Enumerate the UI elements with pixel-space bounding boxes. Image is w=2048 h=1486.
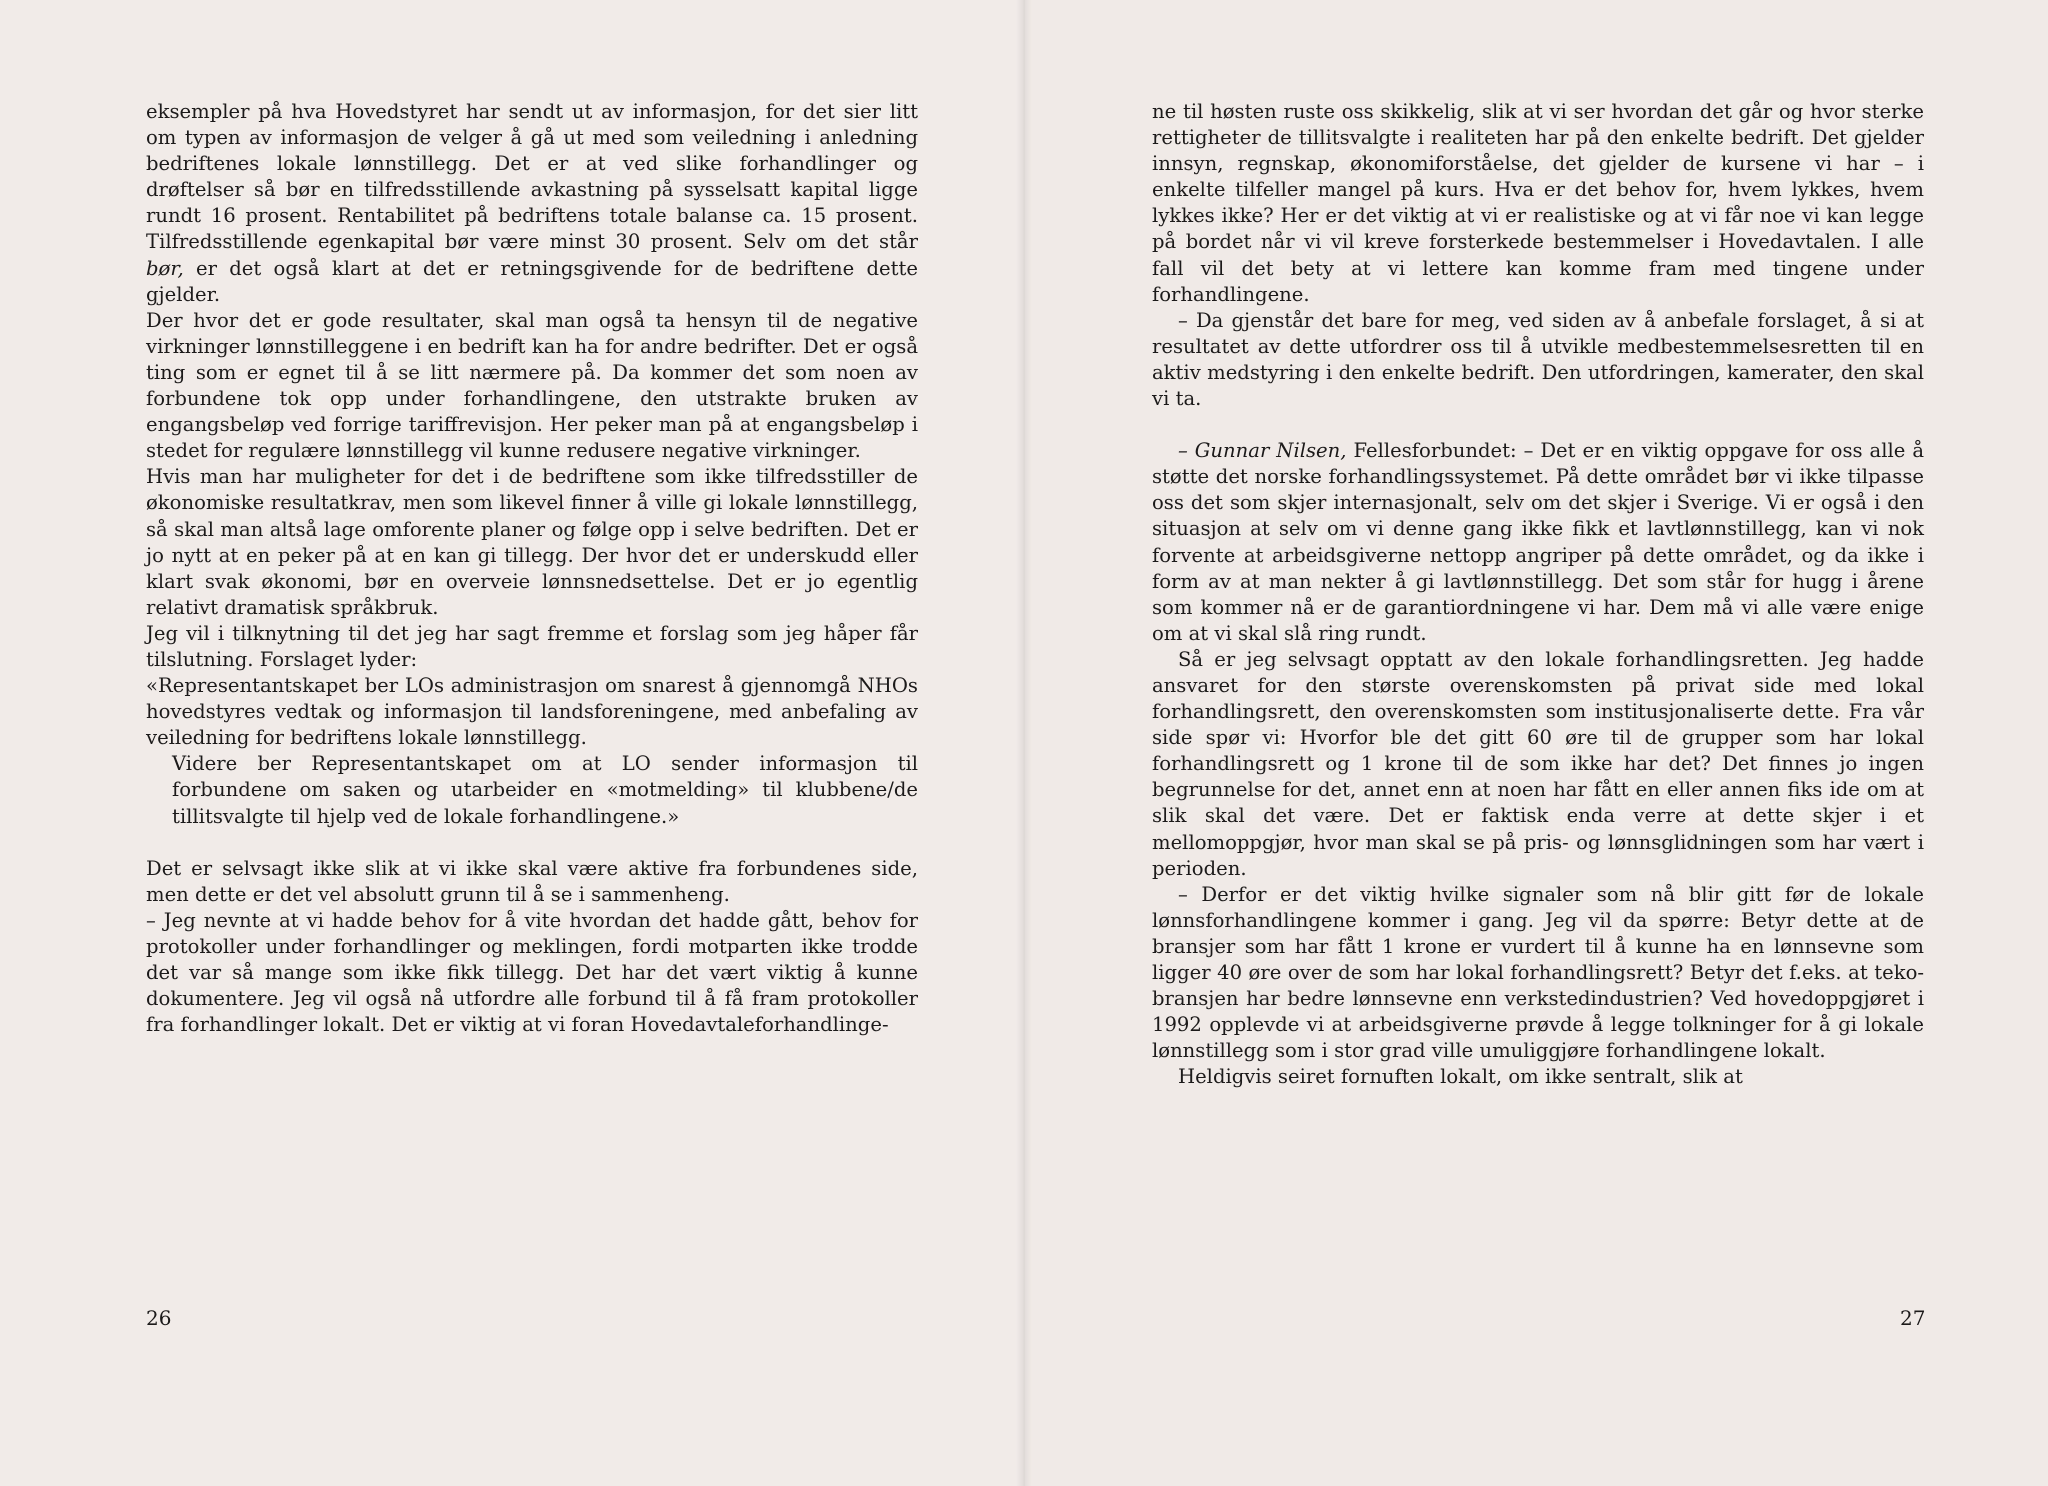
paragraph-text: er det også klart at det er retningsgivende for de bedriftene dette gjelder. [146, 256, 918, 306]
emphasis-text: bør, [146, 256, 184, 280]
right-text-column [1152, 99, 1924, 1090]
quote-paragraph: «Representantskapet ber LOs administrasjon om snarest å gjennomgå NHOs hovedstyres vedtak og informasjon til landsforeningene, med anbefaling av veiledning for bedriftens lokale lønnstillegg. [146, 674, 918, 750]
paragraph: Så er jeg selvsagt opptatt av den lokale forhandlingsretten. Jeg hadde ansvaret for den største overenskomsten på privat side med lokal forhandlingsrett, den overenskomsten som institusjonaliserte dette. Fra vår side spør vi: Hvorfor ble det gitt 60 øre til de grupper som har lokal forhandlingsrett og 1 krone til de som ikke har det? Det finnes jo ingen begrunnelse for det, annet enn at noen har fått en eller annen fiks ide om at slik skal det være. Det er faktisk enda verre at dette skjer i et mellomoppgjør, hvor man skal se på pris- og lønnsglidningen som har vært i perioden. [1152, 647, 1924, 880]
paragraph: Det er selvsagt ikke slik at vi ikke skal være aktive fra forbundenes side, men dette er det vel absolutt grunn til å se i sammenheng. [146, 856, 918, 906]
paragraph [1152, 438, 1924, 647]
book-gutter [1016, 0, 1032, 1486]
paragraph: – Jeg nevnte at vi hadde behov for å vite hvordan det hadde gått, behov for protokoller under forhandlinger og meklingen, fordi motparten ikke trodde det var så mange som ikke fikk tillegg. Det har det vært viktig å kunne dokumentere. Jeg vil også nå utfordre alle forbund til å få fram protokoller fra forhandlinger lokalt. Det er viktig at vi foran Hovedavtaleforhandlinge- [146, 908, 918, 1037]
paragraph-text: eksempler på hva Hovedstyret har sendt ut av informasjon, for det sier litt om typen av informasjon de velger å gå ut med som veiledning i anledning bedriftenes lokale lønnstillegg. Det er at ved slike forhandlinger og drøftelser så bør en tilfredsstillende avkastning på sysselsatt kapital ligge rundt 16 prosent. Rentabilitet på bedriftens totale balanse ca. 15 prosent. Tilfredsstillende egenkapital bør være minst 30 prosent. Selv om det står [146, 100, 918, 254]
quote-paragraph: Videre ber Representantskapet om at LO sender informasjon til forbundene om saken og utarbeider en «motmelding» til klubbene/de tillitsvalgte til hjelp ved de lokale forhandlingene.» [172, 752, 918, 828]
paragraph-gap [1152, 412, 1924, 438]
paragraph: – Da gjenstår det bare for meg, ved siden av å anbefale forslaget, å si at resultatet av dette utfordrer oss til å utvikle medbestemmelsesretten til en aktiv medstyring i den enkelte bedrift. Den utfordringen, kamerater, den skal vi ta. [1152, 308, 1924, 411]
paragraph-text: Fellesforbundet: – Det er en viktig oppgave for oss alle å støtte det norske forhandlingssystemet. På dette området bør vi ikke tilpasse oss det som skjer internasjonalt, selv om det skjer i Sverige. Vi er også i den situasjon at selv om vi denne gang ikke fikk et lavtlønnstillegg, kan vi nok forvente at arbeidsgiverne nettopp angriper på dette området, og da ikke i form av at man nekter å gi lavtlønnstillegg. Det som står for hugg i årene som kommer nå er de garantiordningene vi har. Dem må vi alle være enige om at vi skal slå ring rundt. [1152, 439, 1924, 645]
paragraph: Jeg vil i tilknytning til det jeg har sagt fremme et forslag som jeg håper får tilslutning. Forslaget lyder: [146, 621, 918, 671]
paragraph: Heldigvis seiret fornuften lokalt, om ikke sentralt, slik at [1178, 1065, 1743, 1089]
page-number: 27 [1900, 1306, 1926, 1330]
paragraph-gap [146, 830, 918, 856]
paragraph [146, 99, 918, 308]
speaker-name: – Gunnar Nilsen, [1178, 439, 1347, 463]
right-page [1024, 0, 2048, 1486]
paragraph: ne til høsten ruste oss skikkelig, slik at vi ser hvordan det går og hvor sterke rettigheter de tillitsvalgte i realiteten har på den enkelte bedrift. Det gjelder innsyn, regnskap, økonomiforståelse, det gjelder de kursene vi har – i enkelte tilfeller mangel på kurs. Hva er det behov for, hvem lykkes, hvem lykkes ikke? Her er det viktig at vi er realistiske og at vi får noe vi kan legge på bordet når vi vil kreve forsterkede bestemmelser i Hovedavtalen. I alle fall vil det bety at vi lettere kan komme fram med tingene under forhandlingene. [1152, 100, 1924, 306]
left-text-column [146, 99, 918, 1038]
paragraph: Hvis man har muligheter for det i de bedriftene som ikke tilfredsstiller de økonomiske resultatkrav, men som likevel finner å ville gi lokale lønnstillegg, så skal man altså lage omforente planer og følge opp i selve bedriften. Det er jo nytt at en peker på at en kan gi tillegg. Der hvor det er underskudd eller klart svak økonomi, bør en overveie lønnsnedsettelse. Det er jo egentlig relativt dramatisk språkbruk. [146, 465, 918, 619]
paragraph: Der hvor det er gode resultater, skal man også ta hensyn til de negative virkninger lønnstilleggene i en bedrift kan ha for andre bedrifter. Det er også ting som er egnet til å se litt nærmere på. Da kommer det som noen av forbundene tok opp under forhandlingene, den utstrakte bruken av engangsbeløp ved forrige tariffrevisjon. Her peker man på at engangsbeløp i stedet for regulære lønnstillegg vil kunne redusere negative virkninger. [146, 308, 918, 463]
page-number: 26 [146, 1306, 172, 1330]
paragraph: – Derfor er det viktig hvilke signaler som nå blir gitt før de lokale lønnsforhandlingene kommer i gang. Jeg vil da spørre: Betyr dette at de bransjer som har fått 1 krone er vurdert til å kunne ha en lønnsevne som ligger 40 øre over de som har lokal forhandlingsrett? Betyr det f.eks. at teko-bransjen har bedre lønnsevne enn verkstedindustrien? Ved hovedoppgjøret i 1992 opplevde vi at arbeidsgiverne prøvde å legge tolkninger for å gi lokale lønnstillegg som i stor grad ville umuliggjøre forhandlingene lokalt. [1152, 882, 1924, 1063]
